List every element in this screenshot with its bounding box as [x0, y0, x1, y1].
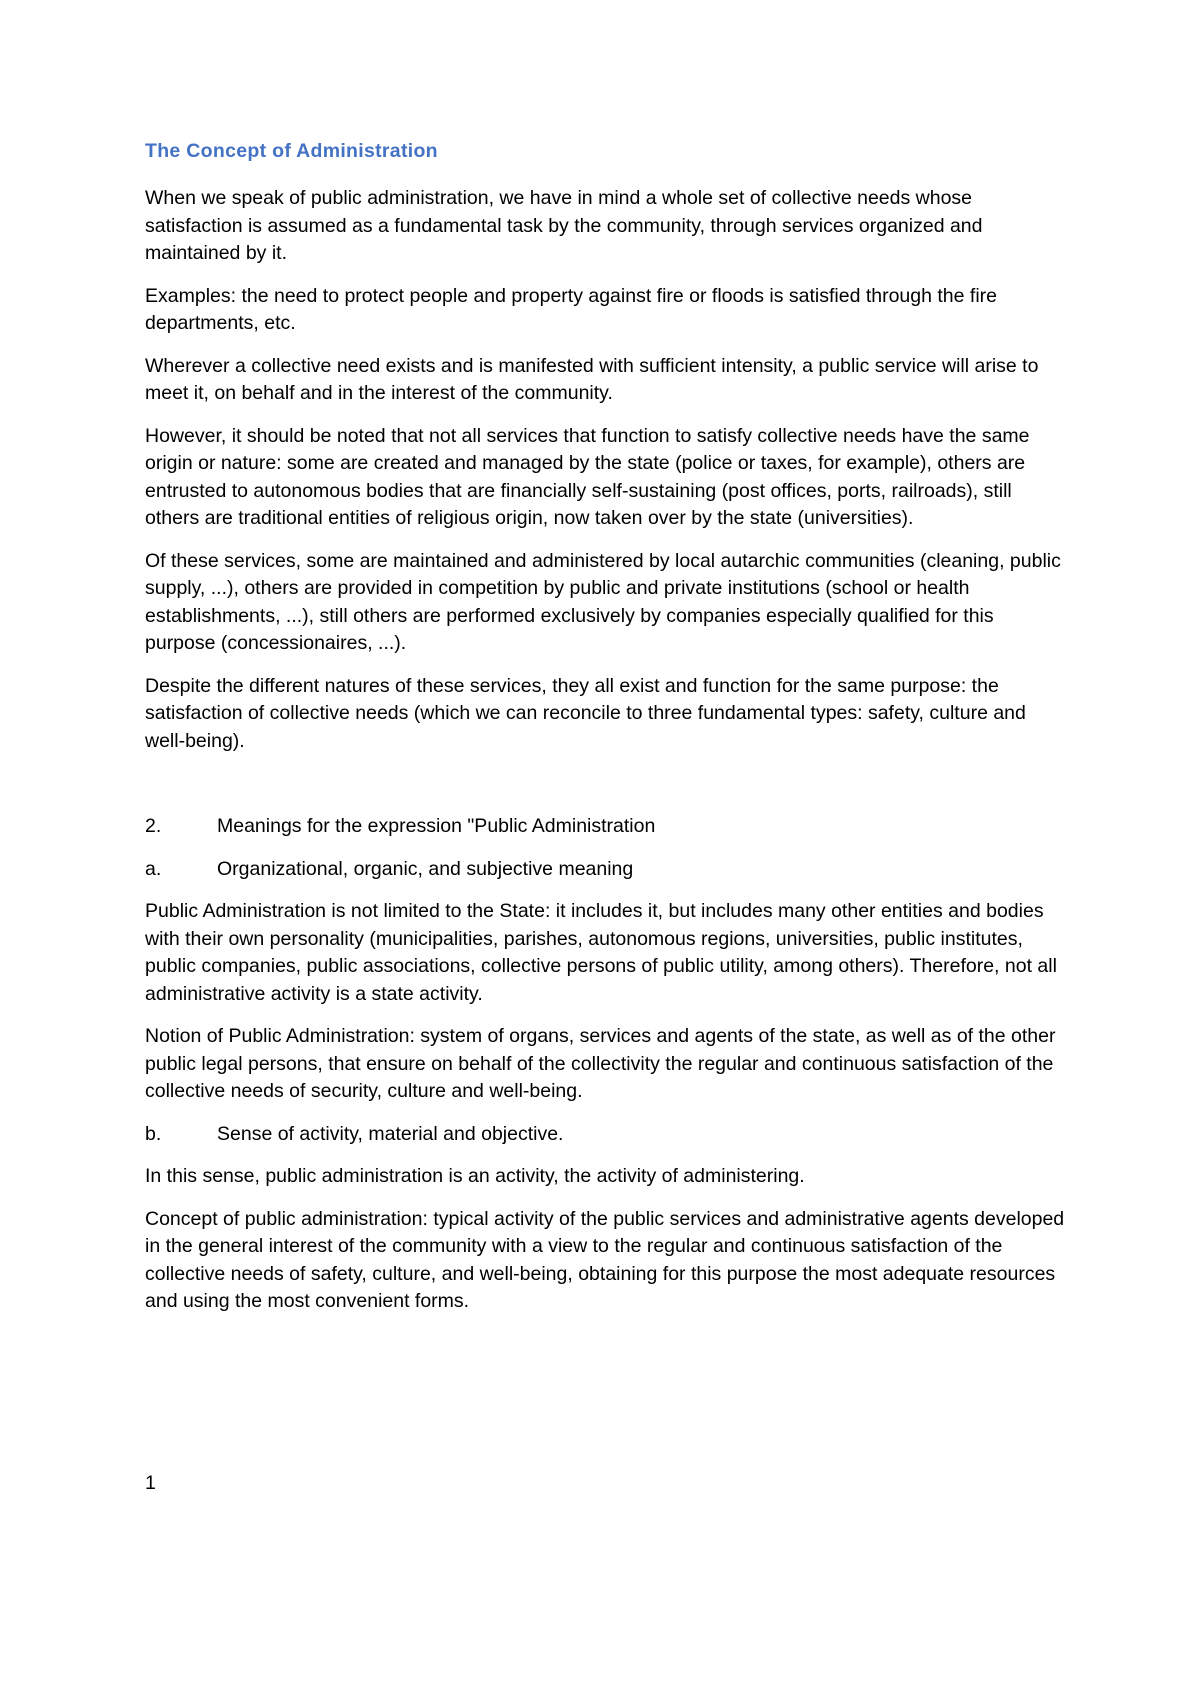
paragraph: When we speak of public administration, we have in mind a whole set of collective needs whose satisfaction is assumed as a fundamental task by the community, through services organized and maintained by it. — [145, 187, 983, 264]
subsection-title: Sense of activity, material and objective. — [217, 1122, 564, 1145]
paragraph: Examples: the need to protect people and property against fire or floods is satisfied through the fire departments, etc. — [145, 284, 998, 334]
subsection-letter: b. — [145, 1122, 162, 1145]
paragraph: Despite the different natures of these services, they all exist and function for the same purpose: the satisfaction of collective needs (which we can reconcile to three fundamental types: safety, culture and well-being). — [145, 674, 1026, 752]
section-title: Meanings for the expression "Public Administration — [217, 815, 656, 837]
document-body — [145, 140, 1065, 1331]
paragraph: Public Administration is not limited to the State: it includes it, but includes many other entities and bodies with their own personality (municipalities, parishes, autonomous regions, universities, public institutes, public companies, public associations, collective persons of public utility, among others). Therefore, not all administrative activity is a state activity. — [145, 900, 1057, 1005]
paragraph: However, it should be noted that not all services that function to satisfy collective needs have the same origin or nature: some are created and managed by the state (police or taxes, for example), others are entrusted to autonomous bodies that are financially self-sustaining (post offices, ports, railroads), still others are traditional entities of religious origin, now taken over by the state (universities). — [145, 424, 1030, 529]
paragraph: Wherever a collective need exists and is manifested with sufficient intensity, a public service will arise to meet it, on behalf and in the interest of the community. — [145, 354, 1039, 404]
subsection-title: Organizational, organic, and subjective meaning — [217, 857, 634, 880]
spacer — [145, 770, 1065, 813]
paragraph: In this sense, public administration is an activity, the activity of administering. — [145, 1165, 805, 1187]
paragraph: Notion of Public Administration: system of organs, services and agents of the state, as well as of the other public legal persons, that ensure on behalf of the collectivity the regular and continuous satisfaction of the collective needs of security, culture and well-being. — [145, 1025, 1056, 1102]
subsection-letter: a. — [145, 857, 162, 880]
page-number: 1 — [145, 1472, 156, 1494]
page-title: The Concept of Administration — [145, 140, 438, 162]
subsection-heading — [145, 856, 1065, 884]
paragraph: Of these services, some are maintained and administered by local autarchic communities (cleaning, public supply, ...), others are provided in competition by public and private institutions (school or health establishments, ...), still others are performed exclusively by companies especially qualified for this purpose (concessionaires, ...). — [145, 549, 1061, 654]
section-number: 2. — [145, 815, 162, 837]
section-heading — [145, 813, 1065, 841]
paragraph: Concept of public administration: typical activity of the public services and administrative agents developed in the general interest of the community with a view to the regular and continuous satisfaction of the collective needs of safety, culture, and well-being, obtaining for this purpose the most adequate resources and using the most convenient forms. — [145, 1207, 1065, 1312]
subsection-heading — [145, 1121, 1065, 1149]
